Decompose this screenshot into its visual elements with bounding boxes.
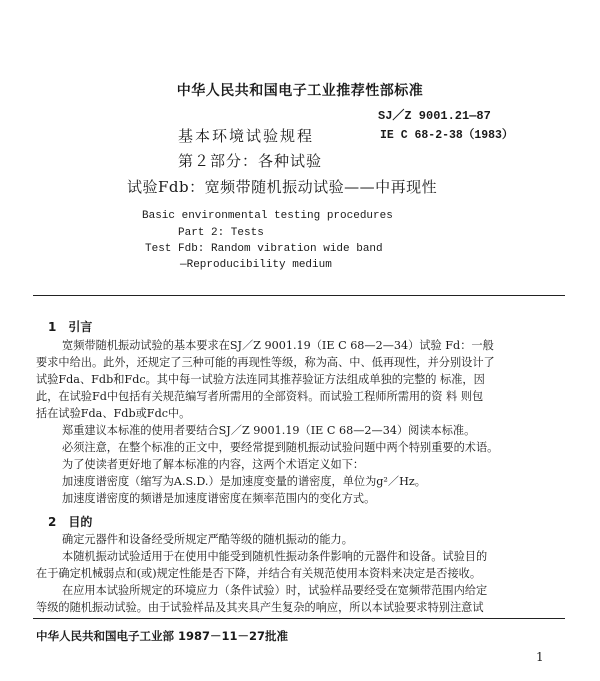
- standard-code: SJ／Z 9001.21—87: [378, 109, 491, 123]
- section-1-paragraph-1-line-1: 宽频带随机振动试验的基本要求在SJ／Z 9001.19（IE C 68—2—34）试验 Fd：一般: [62, 339, 494, 352]
- section-2-paragraph-2-line-2: 在于确定机械弱点和(或)规定性能是否下降，并结合有关规范使用本资料来决定是否接收。: [36, 567, 482, 580]
- approval-statement: 中华人民共和国电子工业部 1987－11－27批准: [36, 629, 289, 643]
- english-title-line-4: —Reproducibility medium: [180, 259, 332, 271]
- english-title-line-2: Part 2: Tests: [178, 227, 264, 239]
- section-1-paragraph-4: 为了使读者更好地了解本标准的内容，这两个术语定义如下：: [62, 458, 365, 471]
- section-1-paragraph-1-line-3: 试验Fda、Fdb和Fdc。其中每一试验方法连同其推荐验证方法组成单独的完整的 标准，因: [36, 373, 485, 386]
- page-number: 1: [536, 650, 544, 664]
- english-title-line-3: Test Fdb: Random vibration wide band: [145, 243, 383, 255]
- header-divider: [33, 295, 565, 296]
- section-2-heading: 2 目的: [48, 515, 93, 529]
- section-1-paragraph-3: 必须注意，在整个标准的正文中，要经常提到随机振动试验问题中两个特别重要的术语。: [62, 441, 499, 454]
- section-2-paragraph-3-line-1: 在应用本试验所规定的环境应力（条件试验）时，试验样品要经受在宽频带范围内给定: [62, 584, 488, 597]
- issuing-organization: 中华人民共和国电子工业推荐性部标准: [176, 83, 424, 99]
- title-line-3: 试验Fdb：宽频带随机振动试验——中再现性: [127, 178, 438, 196]
- section-1-paragraph-1-line-2: 要求中给出。此外，还规定了三种可能的再现性等级，称为高、中、低再现性，并分别设计了: [36, 356, 495, 369]
- section-2-paragraph-2-line-1: 本随机振动试验适用于在使用中能受到随机性振动条件影响的元器件和设备。试验目的: [62, 550, 488, 563]
- section-1-paragraph-1-line-4: 此，在试验Fd中包括有关规范编写者所需用的全部资料。而试验工程师所需用的资 料 则包: [36, 390, 484, 403]
- title-line-1: 基本环境试验规程: [178, 127, 315, 145]
- section-1-paragraph-1-line-5: 括在试验Fda、Fdb或Fdc中。: [36, 407, 191, 420]
- footer-divider: [33, 618, 565, 619]
- title-line-2: 第２部分：各种试验: [178, 152, 323, 170]
- section-1-paragraph-5: 加速度谱密度（缩写为A.S.D.）是加速度变量的谱密度，单位为g²／Hz。: [62, 475, 426, 488]
- section-1-heading: 1 引言: [48, 320, 93, 334]
- section-1-paragraph-6: 加速度谱密度的频谱是加速度谱密度在频率范围内的变化方式。: [62, 492, 376, 505]
- section-2-paragraph-3-line-2: 等级的随机振动试验。由于试验样品及其夹具产生复杂的响应，所以本试验要求特别注意试: [36, 601, 484, 614]
- section-2-paragraph-1: 确定元器件和设备经受所规定严酷等级的随机振动的能力。: [62, 533, 353, 546]
- iec-code: IE C 68-2-38（1983）: [380, 129, 514, 142]
- section-1-paragraph-2: 郑重建议本标准的使用者要结合SJ／Z 9001.19（IE C 68—2—34）阅读本标准。: [62, 424, 476, 437]
- english-title-line-1: Basic environmental testing procedures: [142, 210, 393, 222]
